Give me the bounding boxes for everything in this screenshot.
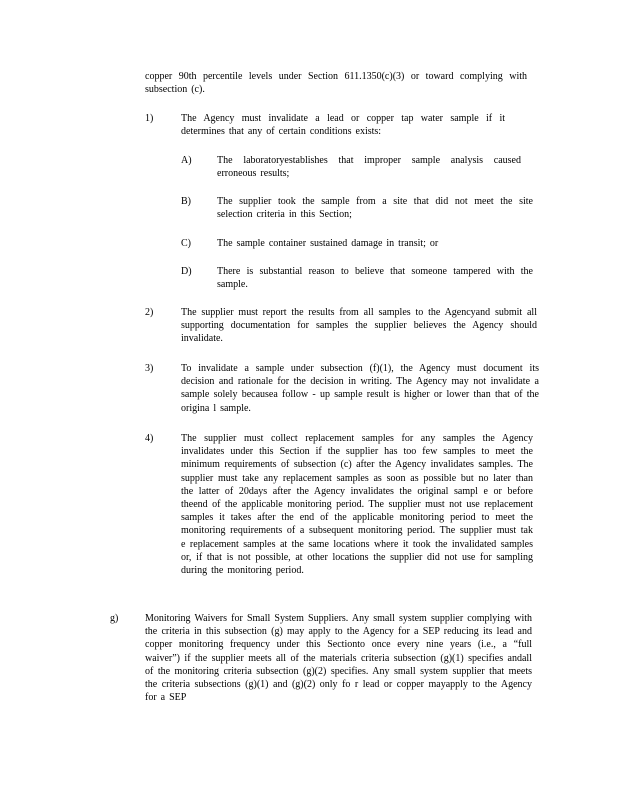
item-4-marker: 4) <box>145 433 154 444</box>
item-4-text: The supplier must collect replacement samples for any samples the Agency invalidates under this Section if the supplier has too few samples to meet the minimum requirements of subsection (c) after the Agency invalidates samples. The supplier must take any replacement samples as soon as possible but no later than the latter of 20days after the Agency invalidates the original sampl e or before theend of the applicable monitoring period. The supplier must not use replacement samples it takes after the end of the applicable monitoring period to meet the monitoring requirements of a subsequent monitoring period. The supplier must tak e replacement samples at the same locations where it took the invalidated samples or, if that is not possible, at other locations the supplier did not use for sampling during the monitoring period. <box>181 433 533 577</box>
item-3-text: To invalidate a sample under subsection (f)(1), the Agency must document its decision and rationale for the decision in writing. The Agency may not invalidate a sample solely becausea follow - up sample result is higher or lower than that of the origina l sample. <box>181 363 539 414</box>
item-1c-marker: C) <box>181 238 191 249</box>
item-1a-marker: A) <box>181 155 192 166</box>
item-1c-text: The sample container sustained damage in transit; or <box>217 238 439 249</box>
item-1d-text: There is substantial reason to believe that someone tampered with the sample. <box>217 266 533 291</box>
section-g-marker: g) <box>110 613 119 624</box>
section-g-text: Monitoring Waivers for Small System Suppliers. Any small system supplier complying with the criteria in this subsection (g) may apply to the Agency for a SEP reducing its lead and copper monitoring frequency under this Sectionto once every nine years (i.e., a “full waiver”) if the supplier meets all of the materials criteria subsection (g)(1) specifies andall of the monitoring criteria subsection (g)(2) specifies. Any small system supplier that meets the criteria subsections (g)(1) and (g)(2) only fo r lead or copper mayapply to the Agency for a SEP <box>145 613 532 704</box>
item-2-marker: 2) <box>145 307 154 318</box>
item-2-text: The supplier must report the results from all samples to the Agencyand submit all supporting documentation for samples the supplier believes the Agency should invalidate. <box>181 307 537 345</box>
item-1b-marker: B) <box>181 196 191 207</box>
intro-paragraph: copper 90th percentile levels under Section 611.1350(c)(3) or toward complying with subsection (c). <box>145 71 527 96</box>
item-1a-text: The laboratoryestablishes that improper sample analysis caused erroneous results; <box>217 155 521 180</box>
item-1-text: The Agency must invalidate a lead or copper tap water sample if it determines that any of certain conditions exists: <box>181 113 505 138</box>
item-1b-text: The supplier took the sample from a site that did not meet the site selection criteria in this Section; <box>217 196 533 221</box>
item-1d-marker: D) <box>181 266 192 277</box>
item-3-marker: 3) <box>145 363 154 374</box>
item-1-marker: 1) <box>145 113 154 124</box>
